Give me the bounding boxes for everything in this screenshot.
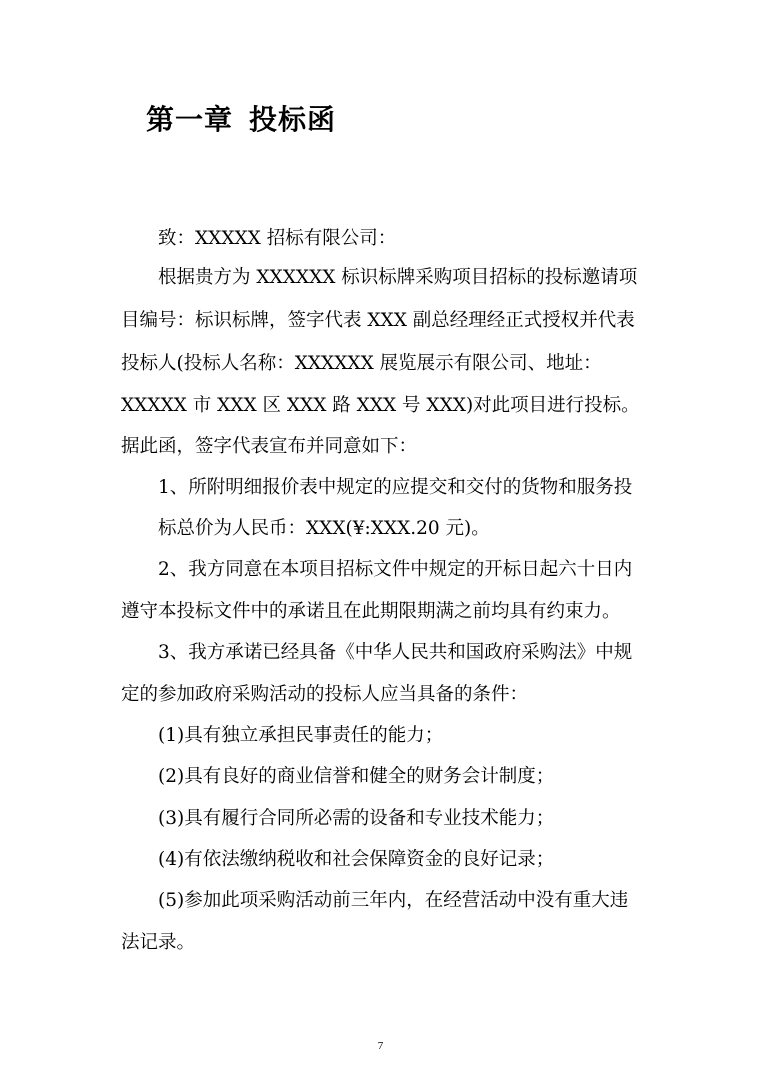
condition-item: (2)具有良好的商业信誉和健全的财务会计制度； bbox=[158, 766, 555, 787]
page-number: 7 bbox=[377, 1040, 384, 1052]
clause-line: 遵守本投标文件中的承诺且在此期限期满之前均具有约束力。 bbox=[121, 601, 621, 622]
condition-item: (1)具有独立承担民事责任的能力； bbox=[158, 725, 444, 746]
chapter-number: 第一章 bbox=[146, 103, 234, 136]
condition-item: (4)有依法缴纳税收和社会保障资金的良好记录； bbox=[158, 849, 555, 870]
clause-line: 2、我方同意在本项目招标文件中规定的开标日起六十日内 bbox=[158, 559, 633, 580]
clause-line: 1、所附明细报价表中规定的应提交和交付的货物和服务投 bbox=[158, 477, 633, 498]
body-line: 投标人(投标人名称：XXXXXX 展览展示有限公司、地址： bbox=[121, 353, 602, 374]
condition-item: (5)参加此项采购活动前三年内，在经营活动中没有重大违 bbox=[158, 890, 629, 911]
condition-item: 法记录。 bbox=[121, 932, 196, 953]
salutation-line: 致：XXXXX 招标有限公司： bbox=[158, 228, 397, 249]
clause-line: 3、我方承诺已经具备《中华人民共和国政府采购法》中规 bbox=[158, 642, 633, 663]
clause-line: 标总价为人民币：XXX(¥:XXX.20 元)。 bbox=[158, 518, 490, 539]
clause-line: 定的参加政府采购活动的投标人应当具备的条件： bbox=[121, 684, 529, 705]
body-line: 据此函，签字代表宣布并同意如下： bbox=[121, 436, 418, 457]
body-line: 目编号：标识标牌，签字代表 XXX 副总经理经正式授权并代表 bbox=[121, 310, 635, 331]
condition-item: (3)具有履行合同所必需的设备和专业技术能力； bbox=[158, 808, 555, 829]
chapter-heading bbox=[146, 98, 336, 138]
chapter-title-text: 投标函 bbox=[249, 103, 337, 136]
body-line: 根据贵方为 XXXXXX 标识标牌采购项目招标的投标邀请项 bbox=[158, 267, 638, 288]
body-line: XXXXX 市 XXX 区 XXX 路 XXX 号 XXX)对此项目进行投标。 bbox=[121, 395, 640, 416]
